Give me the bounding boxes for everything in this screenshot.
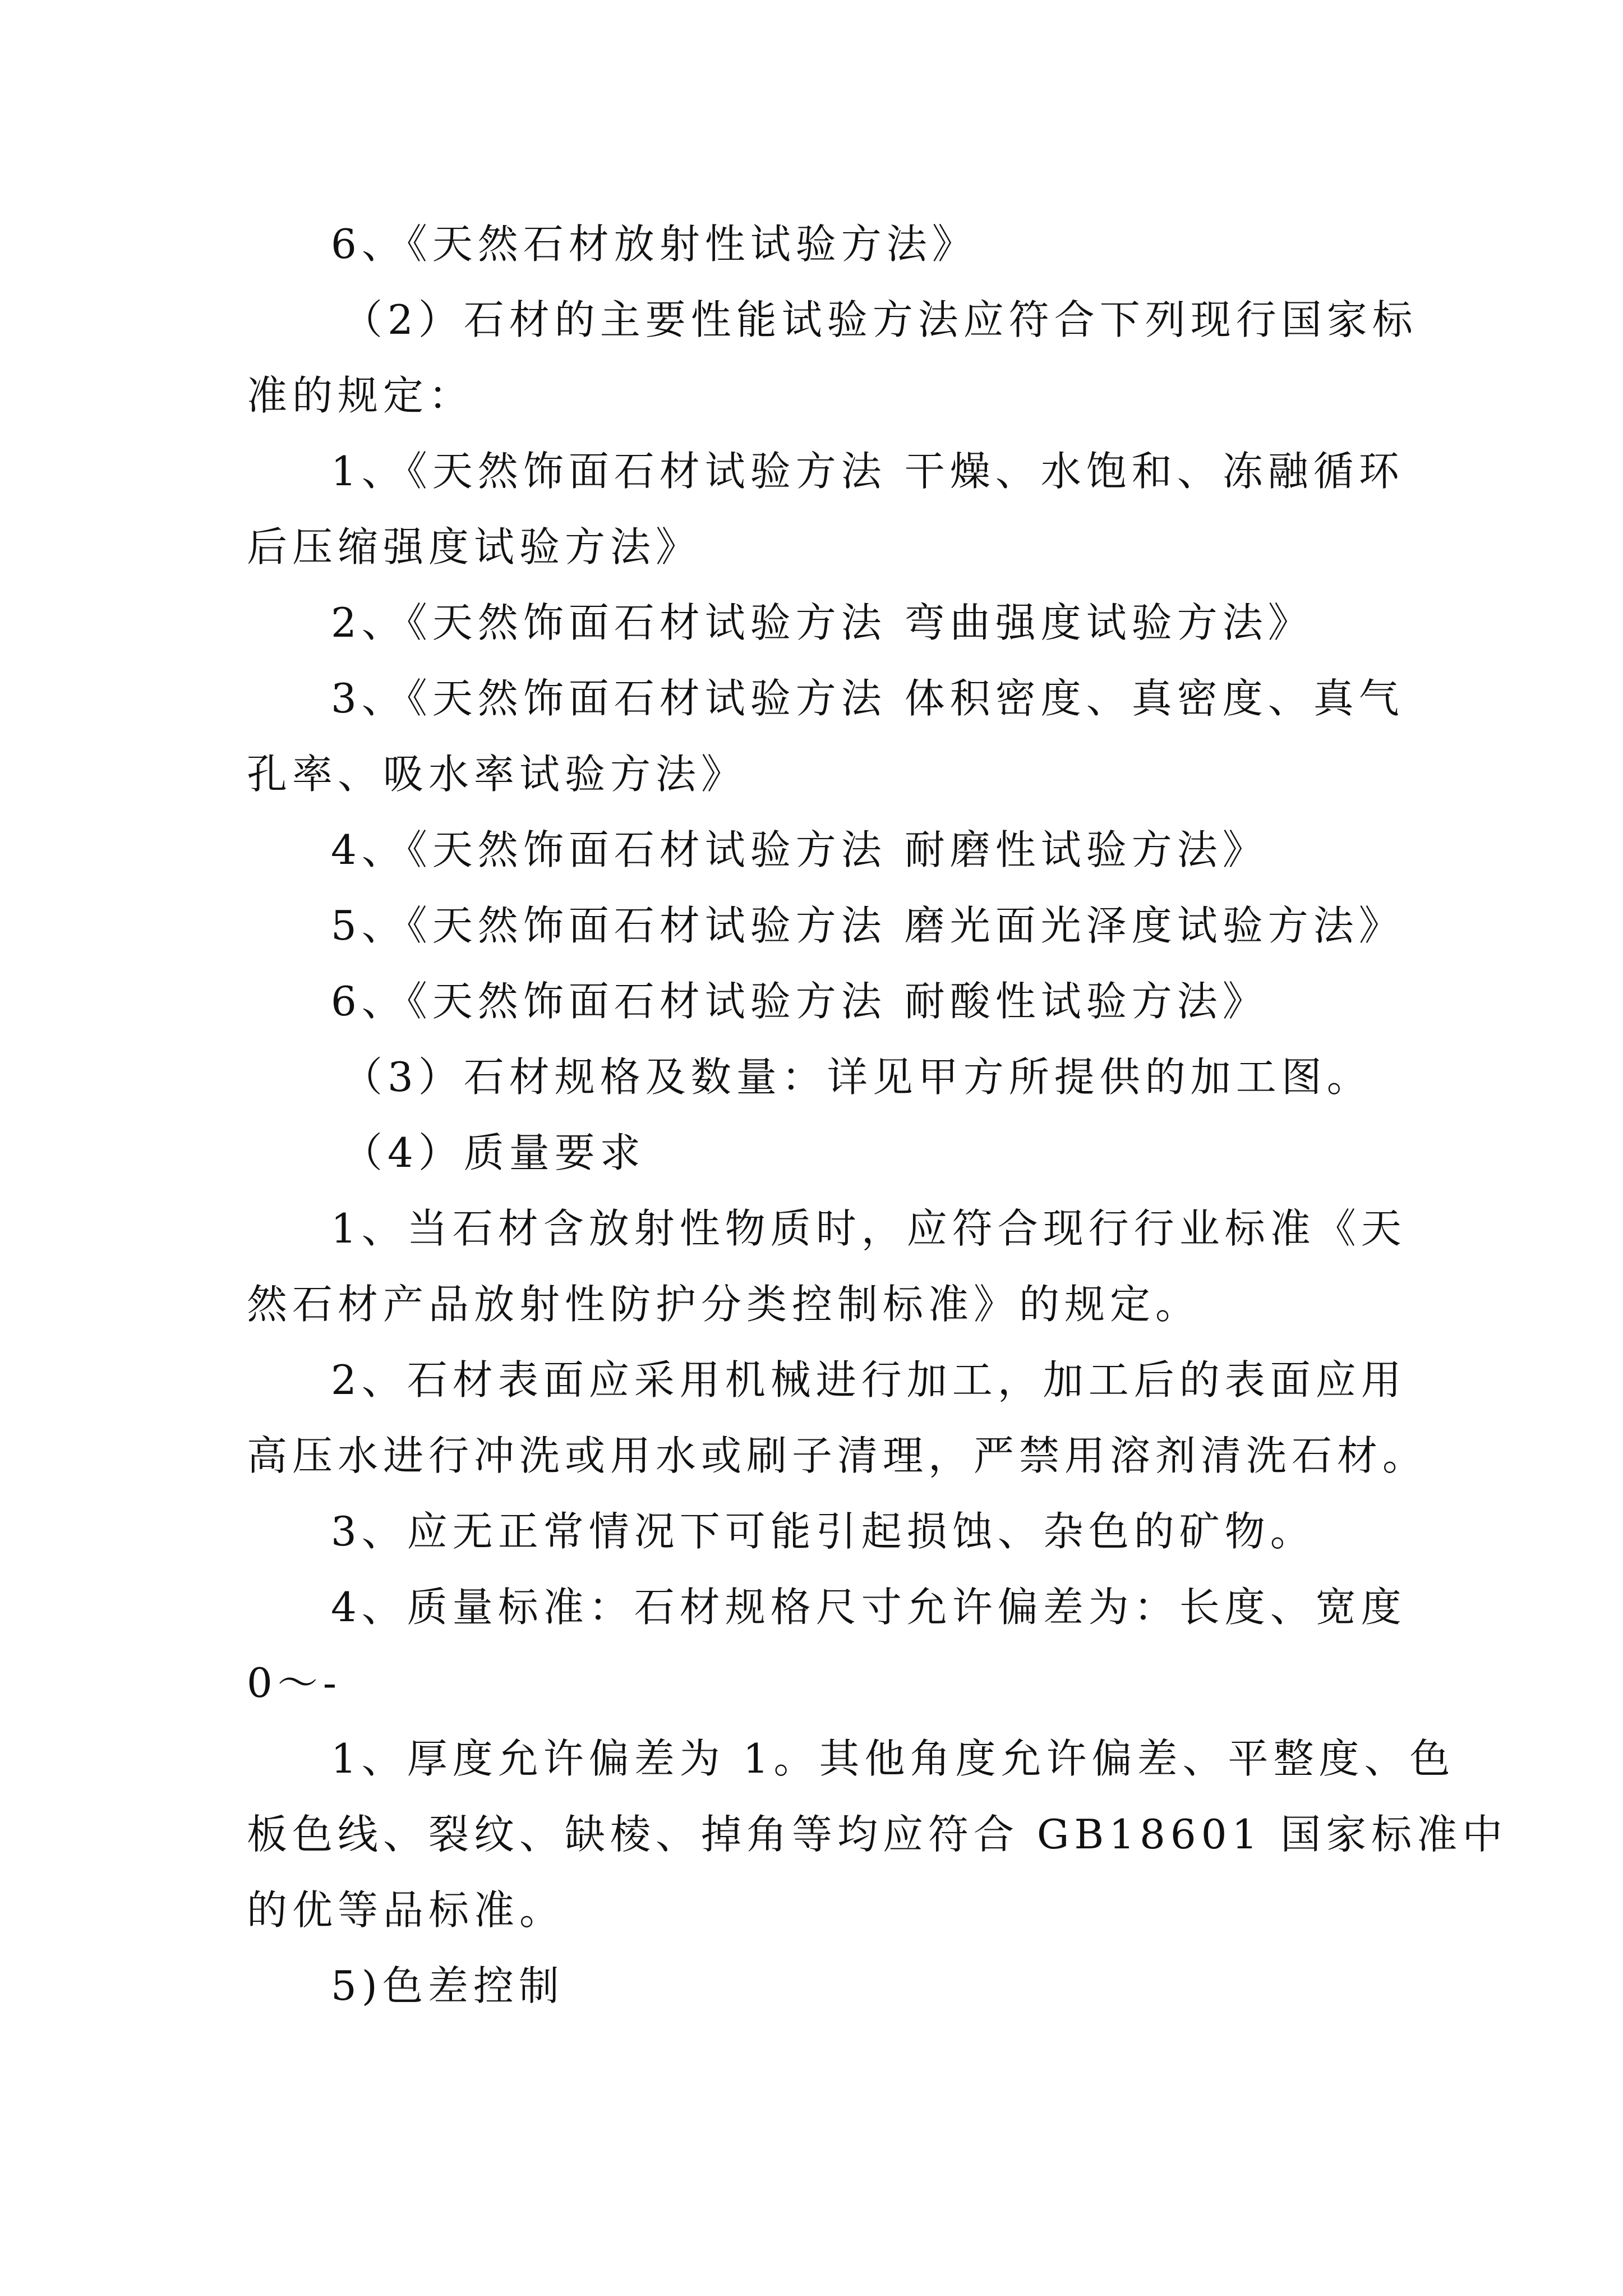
- text-line: 3、应无正常情况下可能引起损蚀、杂色的矿物。: [331, 1508, 1316, 1555]
- text-line: 4、《天然饰面石材试验方法 耐磨性试验方法》: [331, 826, 1268, 873]
- text-line: 1、厚度允许偏差为 1。其他角度允许偏差、平整度、色: [331, 1735, 1455, 1782]
- text-line: 后压缩强度试验方法》: [247, 523, 702, 570]
- text-line: 5、《天然饰面石材试验方法 磨光面光泽度试验方法》: [331, 902, 1404, 949]
- text-line: 0～-: [247, 1659, 342, 1706]
- text-line: 然石材产品放射性防护分类控制标准》的规定。: [247, 1281, 1201, 1328]
- text-line: 孔率、吸水率试验方法》: [247, 751, 747, 798]
- text-line: 4、质量标准：石材规格尺寸允许偏差为：长度、宽度: [331, 1584, 1407, 1631]
- text-line: 1、《天然饰面石材试验方法 干燥、水饱和、冻融循环: [331, 448, 1404, 495]
- text-line: 2、《天然饰面石材试验方法 弯曲强度试验方法》: [331, 599, 1313, 646]
- text-line: 准的规定：: [247, 372, 474, 419]
- text-line: （4）质量要求: [342, 1129, 645, 1176]
- text-line: 3、《天然饰面石材试验方法 体积密度、真密度、真气: [331, 675, 1404, 722]
- text-line: 板色线、裂纹、缺棱、掉角等均应符合 GB18601 国家标准中: [247, 1811, 1508, 1858]
- text-line: 6、《天然饰面石材试验方法 耐酸性试验方法》: [331, 978, 1268, 1025]
- text-line: 的优等品标准。: [247, 1887, 565, 1934]
- text-line: 2、石材表面应采用机械进行加工，加工后的表面应用: [331, 1356, 1407, 1404]
- text-line: 高压水进行冲洗或用水或刷子清理，严禁用溶剂清洗石材。: [247, 1432, 1428, 1479]
- text-line: 1、当石材含放射性物质时，应符合现行行业标准《天: [331, 1205, 1407, 1252]
- text-line: （3）石材规格及数量：详见甲方所提供的加工图。: [342, 1053, 1372, 1101]
- text-line: （2）石材的主要性能试验方法应符合下列现行国家标: [342, 296, 1418, 343]
- text-line: 5)色差控制: [331, 1962, 564, 2009]
- text-line: 6、《天然石材放射性试验方法》: [331, 220, 978, 268]
